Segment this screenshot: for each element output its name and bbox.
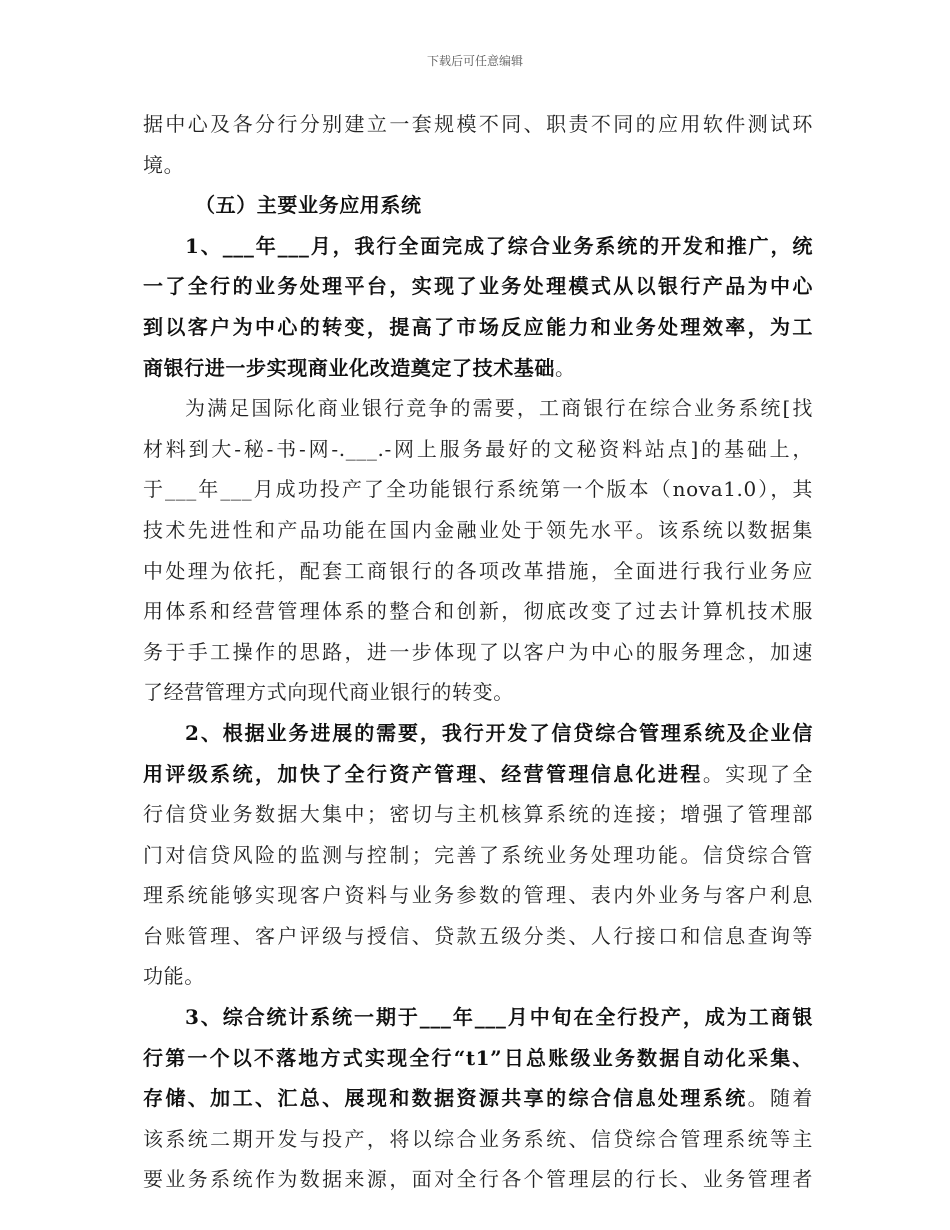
text-line xyxy=(143,713,813,754)
text-line xyxy=(143,429,813,470)
text-line xyxy=(143,632,813,673)
bold-text: 1、___年___月，我行全面完成了综合业务系统的开发和推广，统 xyxy=(185,233,813,258)
text-line xyxy=(143,754,813,795)
bold-text: 到以客户为中心的转变，提高了市场反应能力和业务处理效率，为工 xyxy=(143,314,813,339)
page-header: 下载后可任意编辑 xyxy=(426,54,523,68)
text-line xyxy=(143,794,813,835)
text-run: 材料到大-秘-书-网-.___.-网上服务最好的文秘资料站点]的基础上， xyxy=(143,436,813,461)
text-line xyxy=(143,997,813,1038)
text-line xyxy=(143,551,813,592)
text-run: 于___年___月成功投产了全功能银行系统第一个版本（nova1.0），其 xyxy=(143,477,813,502)
text-line xyxy=(143,956,813,997)
text-line xyxy=(143,1038,813,1079)
text-line xyxy=(143,591,813,632)
bold-text: 存储、加工、汇总、展现和数据资源共享的综合信息处理系统 xyxy=(143,1086,748,1111)
section-heading xyxy=(143,185,813,226)
text-run: 理系统能够实现客户资料与业务参数的管理、表内外业务与客户利息 xyxy=(143,883,813,908)
text-run: 了经营管理方式向现代商业银行的转变。 xyxy=(143,680,514,705)
text-line xyxy=(143,348,813,389)
text-line xyxy=(143,510,813,551)
text-line xyxy=(143,672,813,713)
text-line xyxy=(143,307,813,348)
text-run: 为满足国际化商业银行竞争的需要，工商银行在综合业务系统[找 xyxy=(185,396,813,421)
document-body xyxy=(143,104,813,1200)
bold-text: 用评级系统，加快了全行资产管理、经营管理信息化进程 xyxy=(143,761,703,786)
text-line xyxy=(143,916,813,957)
text-line xyxy=(143,1159,813,1200)
text-line xyxy=(143,875,813,916)
text-line xyxy=(143,1078,813,1119)
text-run: 。实现了全 xyxy=(702,761,813,786)
bold-text: 3、综合统计系统一期于___年___月中旬在全行投产，成为工商银 xyxy=(185,1005,813,1030)
text-run: 门对信贷风险的监测与控制；完善了系统业务处理功能。信贷综合管 xyxy=(143,842,813,867)
text-line xyxy=(143,1119,813,1160)
bold-text: 行第一个以不落地方式实现全行“t1”日总账级业务数据自动化采集、 xyxy=(143,1045,813,1070)
text-run: 境。 xyxy=(143,152,185,177)
text-run: 用体系和经营管理体系的整合和创新，彻底改变了过去计算机技术服 xyxy=(143,599,813,624)
text-line xyxy=(143,226,813,267)
bold-text: （五）主要业务应用系统 xyxy=(195,193,422,218)
text-run: 。 xyxy=(555,355,576,380)
text-run: 技术先进性和产品功能在国内金融业处于领先水平。该系统以数据集 xyxy=(143,517,813,542)
text-line xyxy=(143,145,813,186)
text-run: 据中心及各分行分别建立一套规模不同、职责不同的应用软件测试环 xyxy=(143,112,813,136)
text-run: 要业务系统作为数据来源，面对全行各个管理层的行长、业务管理者 xyxy=(143,1167,813,1192)
text-line xyxy=(143,835,813,876)
bold-text: 2、根据业务进展的需要，我行开发了信贷综合管理系统及企业信 xyxy=(185,720,813,745)
bold-text: 一了全行的业务处理平台，实现了业务处理模式从以银行产品为中心 xyxy=(143,274,813,299)
text-line xyxy=(143,469,813,510)
text-run: 台账管理、客户评级与授信、贷款五级分类、人行接口和信息查询等 xyxy=(143,923,813,948)
text-line xyxy=(143,266,813,307)
text-run: 该系统二期开发与投产，将以综合业务系统、信贷综合管理系统等主 xyxy=(143,1126,813,1151)
text-run: 功能。 xyxy=(143,964,205,989)
text-run: 。随着 xyxy=(747,1086,813,1111)
bold-text: 商银行进一步实现商业化改造奠定了技术基础 xyxy=(143,355,555,380)
text-line xyxy=(143,388,813,429)
text-run: 行信贷业务数据大集中；密切与主机核算系统的连接；增强了管理部 xyxy=(143,802,813,827)
text-run: 务于手工操作的思路，进一步体现了以客户为中心的服务理念，加速 xyxy=(143,639,813,664)
text-run: 中处理为依托，配套工商银行的各项改革措施，全面进行我行业务应 xyxy=(143,558,813,583)
text-line xyxy=(143,104,813,145)
